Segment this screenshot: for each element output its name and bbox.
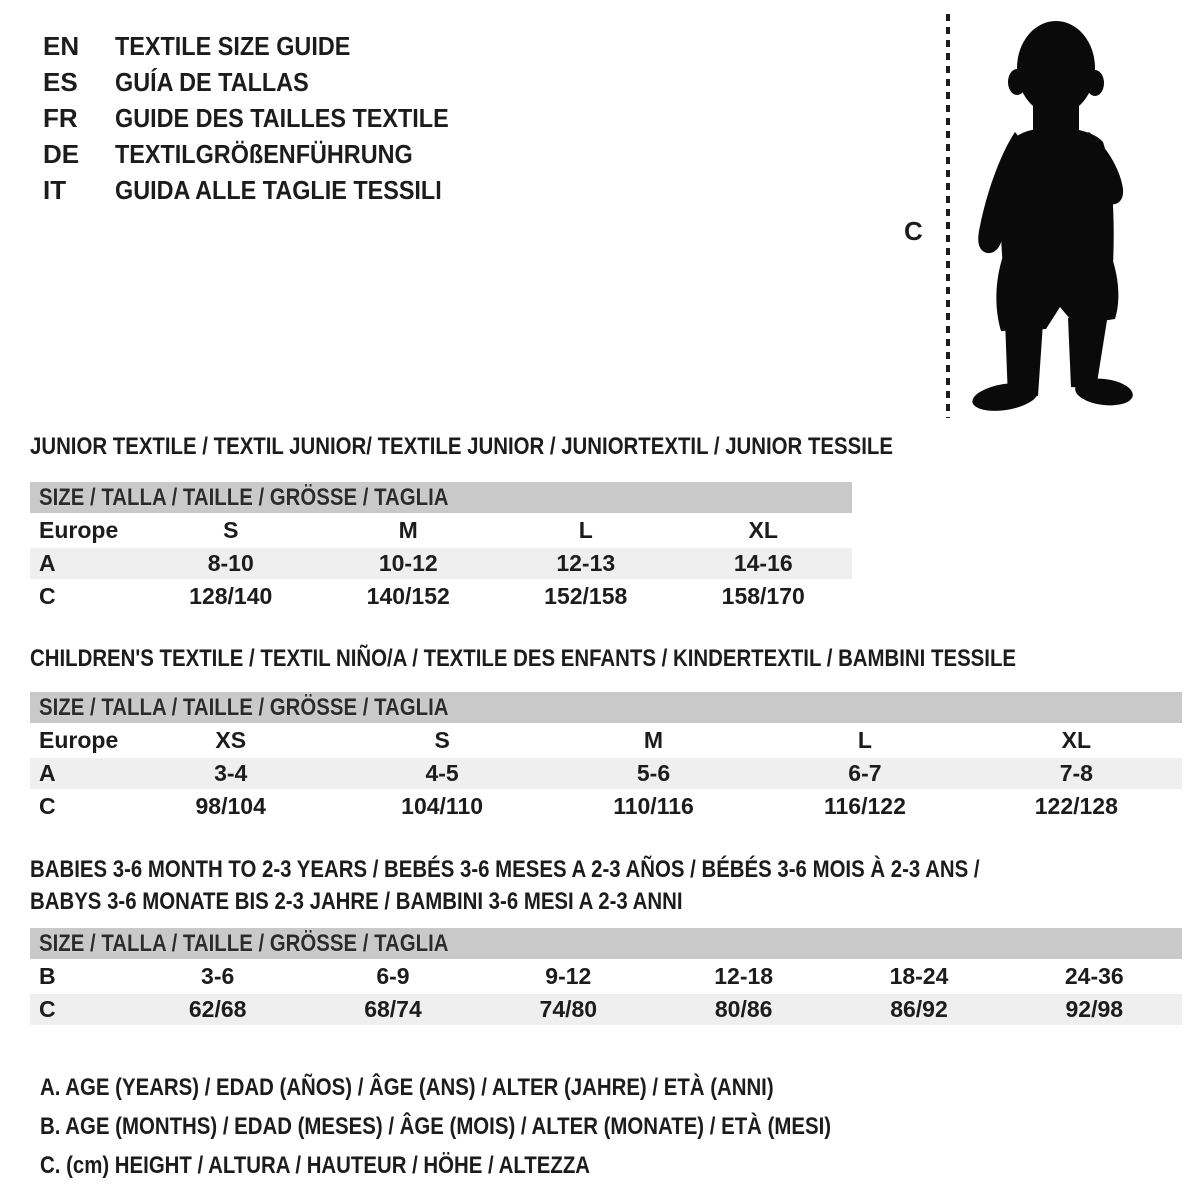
table-cell: 12-18 (714, 963, 774, 989)
row-label: C (39, 996, 56, 1022)
table-cell: 18-24 (889, 963, 949, 989)
table-cell: S (434, 727, 450, 753)
table-cell: 10-12 (378, 550, 438, 576)
size-header-text: SIZE / TALLA / TAILLE / GRÖSSE / TAGLIA (39, 930, 449, 957)
table-cell: 62/68 (188, 996, 247, 1022)
language-row (43, 28, 486, 64)
table-cell: 92/98 (1065, 996, 1124, 1022)
row-label: C (39, 583, 56, 609)
row-label: Europe (39, 727, 119, 753)
section-title (30, 646, 1182, 672)
table-cell: S (223, 517, 239, 543)
language-row (43, 136, 486, 172)
table-cell: 9-12 (545, 963, 592, 989)
language-label: GUIDE DES TAILLES TEXTILE (115, 103, 449, 133)
legend (40, 1068, 971, 1185)
table-cell: 152/158 (544, 583, 628, 609)
language-row (43, 64, 486, 100)
row-label: Europe (39, 517, 119, 543)
size-header-bar (30, 928, 1182, 959)
table-cell: 3-4 (214, 760, 248, 786)
section-childrens-textile (30, 646, 1182, 822)
legend-line: A. AGE (YEARS) / EDAD (AÑOS) / ÂGE (ANS) / ALTER (JAHRE) / ETÀ (ANNI) (40, 1074, 774, 1101)
table-cell: 158/170 (721, 583, 805, 609)
table-cell: 4-5 (425, 760, 459, 786)
table-cell: XS (215, 727, 247, 753)
legend-line: B. AGE (MONTHS) / EDAD (MESES) / ÂGE (MOIS) / ALTER (MONATE) / ETÀ (MESI) (40, 1113, 832, 1140)
section-title-line: BABYS 3-6 MONATE BIS 2-3 JAHRE / BAMBINI 3-6 MESI A 2-3 ANNI (30, 888, 683, 915)
table-cell: 5-6 (636, 760, 671, 786)
language-code: EN (43, 31, 80, 61)
table-cell: 116/122 (823, 793, 906, 819)
table-row (30, 548, 852, 579)
language-code: FR (43, 103, 78, 133)
table-row (30, 994, 1182, 1025)
table-cell: 98/104 (195, 793, 266, 819)
table-cell: 128/140 (189, 583, 273, 609)
table-cell: 3-6 (201, 963, 235, 989)
section-junior-textile (30, 433, 893, 612)
table-cell: 24-36 (1064, 963, 1124, 989)
table-cell: M (398, 517, 418, 543)
table-cell: L (578, 517, 593, 543)
language-code: IT (43, 175, 67, 205)
language-label: TEXTILE SIZE GUIDE (115, 31, 351, 61)
size-header-text: SIZE / TALLA / TAILLE / GRÖSSE / TAGLIA (39, 484, 449, 511)
language-row (43, 100, 486, 136)
language-label: GUÍA DE TALLAS (115, 67, 309, 97)
legend-line: C. (cm) HEIGHT / ALTURA / HAUTEUR / HÖHE / ALTEZZA (40, 1152, 591, 1179)
table-cell: L (857, 727, 872, 753)
table-cell: 6-7 (848, 760, 882, 786)
table-cell: 68/74 (364, 996, 422, 1022)
language-label: GUIDA ALLE TAGLIE TESSILI (115, 175, 442, 205)
table-row (30, 515, 852, 546)
section-title-line: CHILDREN'S TEXTILE / TEXTIL NIÑO/A / TEXTILE DES ENFANTS / KINDERTEXTIL / BAMBINI TESSILE (30, 645, 1017, 672)
table-cell: XL (1061, 727, 1092, 753)
height-measure-label: C (904, 216, 923, 246)
table-cell: 14-16 (733, 550, 793, 576)
language-code: ES (43, 67, 78, 97)
toddler-silhouette-icon (963, 20, 1143, 420)
size-header-bar (30, 482, 852, 513)
language-label: TEXTILGRÖßENFÜHRUNG (115, 139, 413, 169)
table-cell: 6-9 (376, 963, 410, 989)
table-row (30, 961, 1182, 992)
row-label: A (39, 550, 56, 576)
table-cell: 86/92 (890, 996, 948, 1022)
section-title (30, 854, 1182, 918)
table-row (30, 791, 1182, 822)
language-code: DE (43, 139, 80, 169)
size-header-bar (30, 692, 1182, 723)
row-label: C (39, 793, 56, 819)
row-label: B (39, 963, 56, 989)
language-list (43, 28, 486, 208)
table-cell: 8-10 (207, 550, 254, 576)
table-cell: 122/128 (1034, 793, 1118, 819)
table-row (30, 758, 1182, 789)
section-title-line: BABIES 3-6 MONTH TO 2-3 YEARS / BEBÉS 3-6 MESES A 2-3 AÑOS / BÉBÉS 3-6 MOIS À 2-3 ANS / (30, 856, 980, 883)
language-row (43, 172, 486, 208)
row-label: A (39, 760, 56, 786)
table-cell: 110/116 (613, 793, 694, 819)
table-row (30, 725, 1182, 756)
table-cell: 80/86 (714, 996, 773, 1022)
section-title (30, 433, 893, 460)
section-title-line: JUNIOR TEXTILE / TEXTIL JUNIOR/ TEXTILE JUNIOR / JUNIORTEXTIL / JUNIOR TESSILE (30, 433, 893, 460)
table-cell: 74/80 (539, 996, 598, 1022)
table-cell: M (643, 727, 664, 753)
size-header-text: SIZE / TALLA / TAILLE / GRÖSSE / TAGLIA (39, 694, 449, 721)
table-cell: 104/110 (401, 793, 484, 819)
table-cell: 140/152 (366, 583, 450, 609)
table-row (30, 581, 852, 612)
table-cell: 7-8 (1059, 760, 1093, 786)
table-cell: 12-13 (556, 550, 616, 576)
section-babies-textile (30, 854, 1182, 1025)
table-cell: XL (748, 517, 778, 543)
height-measure-line (946, 14, 950, 418)
